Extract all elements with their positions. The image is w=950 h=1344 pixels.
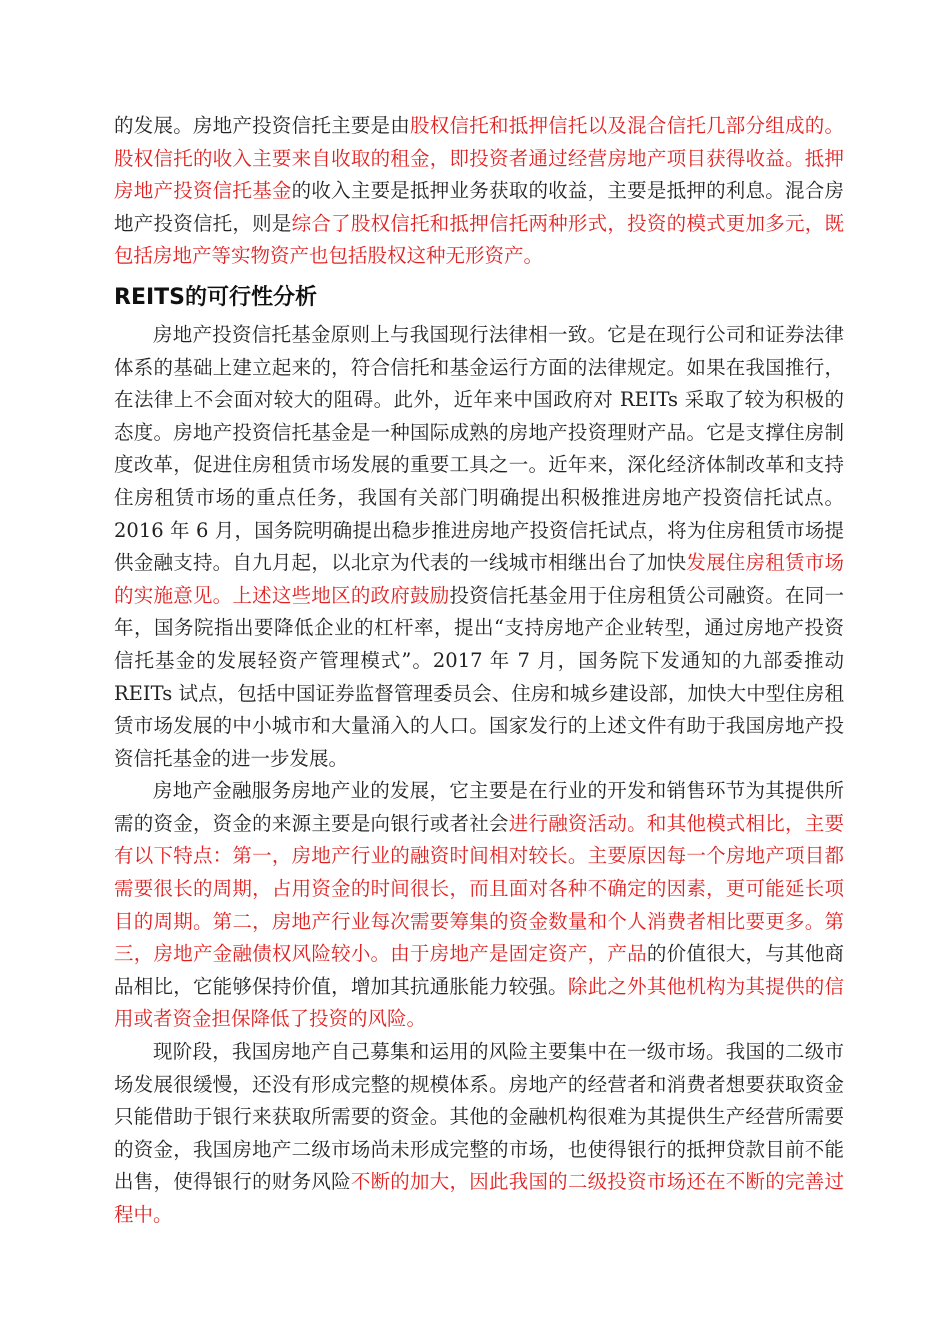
text-segment: 现阶段，我国房地产自己募集和运用的风险主要集中在一级市场。我国的二级市场发展很缓慢，还没有形成完整的规模体系。房地产的经营者和消费者想要获取资金只能借助于银行来获取所需要的资金。其他的金融机构很难为其提供生产经营所需要的资金，我国房地产二级市场尚未形成完整的市场，也使得银行的抵押贷款目前不能出售，使得银行的财务风险 — [114, 1040, 844, 1194]
text-segment: 房地产金融服务房地产业的发展，它主要是在行业的开发和销售环节为其提供所需的资金，资金的来源主要是向银行或者社会 — [114, 779, 844, 835]
paragraph-intro — [114, 110, 844, 273]
highlighted-text-segment: 股权信托和抵押信托以及混合信托几部分组成的。股权信托的收入主要来自收取的租金，即投资者通过经营房地产项目获得收益。抵押房地产投资信托基金 — [114, 114, 844, 203]
document-page — [114, 110, 844, 1232]
text-segment: 投资信托基金用于住房租赁公司融资。在同一年，国务院指出要降低企业的杠杆率，提出“支持房地产企业转型，通过房地产投资信托基金的发展轻资产管理模式”。2017 年 7 月，国务院下发通知的九部委推动 REITs 试点，包括中国证券监督管理委员会、住房和城乡建设部，加快大中型住房租赁市场发展的中小城市和大量涌入的人口。国家发行的上述文件有助于我国房地产投资信托基金的进一步发展。 — [114, 583, 844, 770]
highlighted-text-segment: 综合了股权信托和抵押信托两种形式，投资的模式更加多元，既包括房地产等实物资产也包括股权这种无形资产。 — [114, 211, 844, 268]
highlighted-text-segment: 发展住房租赁市场的实施意见。上述这些地区的政府鼓励 — [114, 551, 844, 607]
highlighted-text-segment: 除此之外其他机构为其提供的信用或者资金担保降低了投资的风险。 — [114, 974, 844, 1031]
text-segment: 房地产投资信托基金原则上与我国现行法律相一致。它是在现行公司和证券法律体系的基础上建立起来的，符合信托和基金运行方面的法律规定。如果在我国推行，在法律上不会面对较大的阻碍。此外，近年来中国政府对 REITs 采取了较为积极的态度。房地产投资信托基金是一种国际成熟的房地产投资理财产品。它是支撑住房制度改革，促进住房租赁市场发展的重要工具之一。近年来，深化经济体制改革和支持住房租赁市场的重点任务，我国有关部门明确提出积极推进房地产投资信托试点。2016 年 6 月，国务院明确提出稳步推进房地产投资信托试点，将为住房租赁市场提供金融支持。自九月起，以北京为代表的一线城市相继出台了加快 — [114, 322, 844, 575]
paragraph-current-stage — [114, 1036, 844, 1232]
highlighted-text-segment: 进行融资活动。和其他模式相比，主要有以下特点：第一，房地产行业的融资时间相对较长。主要原因每一个房地产项目都需要很长的周期，占用资金的时间很长，而且面对各种不确定的因素，更可能延长项目的周期。第二，房地产行业每次需要筹集的资金数量和个人消费者相比要更多。第三，房地产金融债权风险较小。由于房地产是固定资产，产品 — [114, 811, 844, 966]
section-heading: REITS的可行性分析 — [114, 284, 318, 310]
text-segment: 的收入主要是抵押业务获取的收益，主要是抵押的利息。混合房地产投资信托，则是 — [114, 179, 844, 235]
text-segment: 的发展。房地产投资信托主要是由 — [114, 114, 411, 137]
paragraph-feasibility — [114, 319, 844, 775]
highlighted-text-segment: 不断的加大，因此我国的二级投资市场还在不断的完善过程中。 — [114, 1170, 844, 1226]
text-segment: 的价值很大，与其他商品相比，它能够保持价值，增加其抗通胀能力较强。 — [114, 942, 844, 998]
paragraph-finance-features — [114, 775, 844, 1036]
